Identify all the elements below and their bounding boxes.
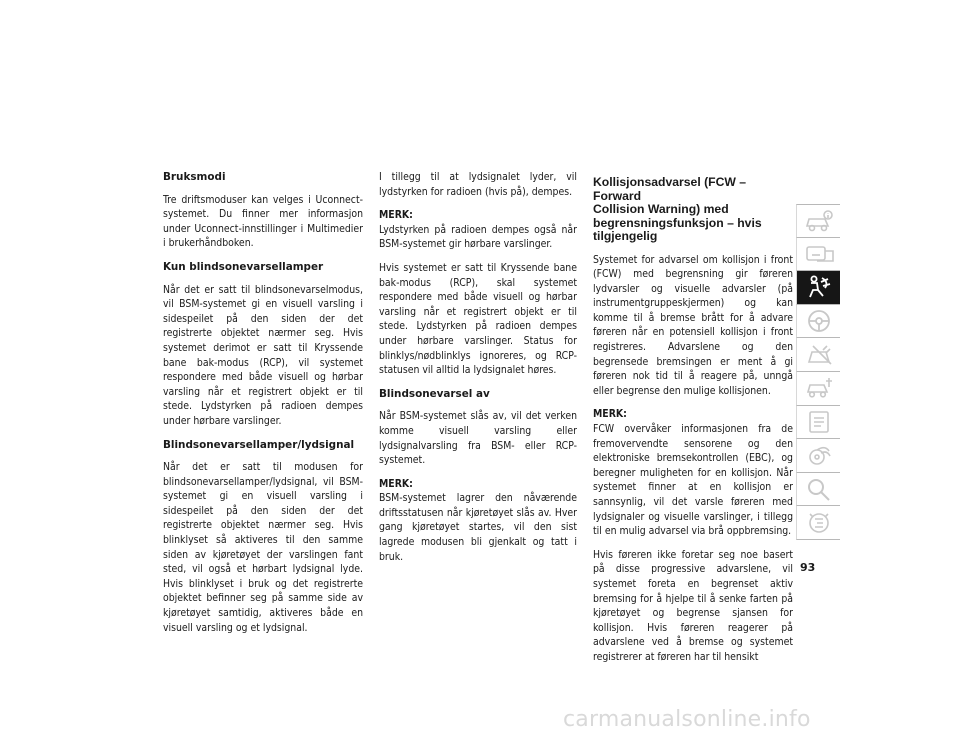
- tab-safety[interactable]: [796, 271, 840, 305]
- section-title-line: begrensningsfunksjon – hvis tilgjengelig: [593, 215, 762, 243]
- multimedia-icon: [803, 442, 835, 468]
- note-label: MERK:: [379, 209, 413, 222]
- paragraph-kun-blindsonevarsellamper: Når det er satt til blindsonevarselmodus, vil BSM-systemet gi en visuell varsling i sidespeilet på den siden der det registrerte objektet nærmer seg. Hvis systemet derimot er satt til Kryssende bane bak-modus (RCP), vil systemet respondere med både visuell og hørbar varsling når et registrert objekt er til stede. Lydstyrken på radioen dempes under hørbare varslinger.: [163, 283, 363, 427]
- heading-bruksmodi: Bruksmodi: [163, 171, 226, 183]
- paragraph-blindsonevarsel-av: Når BSM-systemet slås av, vil det verken komme visuell varsling eller lydsignalvarsling fra BSM- eller RCP-systemet.: [379, 410, 577, 467]
- language-icon: [803, 510, 835, 536]
- car-info-icon: [803, 208, 835, 234]
- note-text: Lydstyrken på radioen dempes også når BSM-systemet gir hørbare varslinger.: [379, 223, 577, 251]
- paragraph-intro: I tillegg til at lydsignalet lyder, vil lydstyrken for radioen (hvis på), dempes.: [379, 171, 577, 198]
- dashboard-warning-icon: [803, 241, 835, 267]
- heading-kun-blindsonevarsellamper: Kun blindsonevarsellamper: [163, 260, 324, 273]
- steering-wheel-icon: [803, 308, 835, 334]
- safety-airbag-icon: [803, 274, 835, 300]
- paragraph-fcw: Systemet for advarsel om kollisjon i front (FCW) med begrensning gir føreren lydvarsler og visuelle advarsler (på instrumentgruppeskjermen) og kan komme til å bremse brått for å advare føreren når en potensiell kollisjon i front registreres. Advarslene og den begrensede bremsingen er ment å gi føreren nok tid til å reagere på, unngå eller begrense den mulige kollisjonen.: [593, 253, 793, 397]
- tab-language[interactable]: [796, 506, 840, 540]
- text-column-1: [163, 170, 363, 644]
- specifications-icon: [803, 409, 835, 435]
- tab-service[interactable]: [796, 372, 840, 406]
- section-title-line: Kollisjonsadvarsel (FCW – Forward: [593, 175, 747, 203]
- watermark: carmanualsonline.info: [563, 707, 811, 732]
- tab-specifications[interactable]: [796, 406, 840, 440]
- paragraph-blindsonevarsellamper-lydsignal: Når det er satt til modusen for blindsonevarsellamper/lydsignal, vil BSM-systemet gi en visuell varsling i sidespeilet på den siden der det registrerte objektet nærmer seg. Hvis blinklyset så aktiveres til den samme siden av kjøretøyet der varslingen fant sted, vil også et hørbart lydsignal lyde. Hvis blinklyset i bruk og det registrerte objektet befinner seg på samme side av kjøretøyet samtidig, aktiveres både en visuell varsling og et lydsignal.: [163, 461, 363, 634]
- note-1: [379, 208, 577, 252]
- note-text: BSM-systemet lagrer den nåværende driftsstatusen når kjøretøyet slås av. Hver gang kjøretøyet startes, vil den sist lagrede modusen bli gjenkalt og tatt i bruk.: [379, 492, 577, 563]
- heading-blindsonevarsel-av: Blindsonevarsel av: [379, 387, 490, 400]
- note-label: MERK:: [379, 477, 413, 490]
- tab-index[interactable]: [796, 473, 840, 507]
- tab-steering[interactable]: [796, 305, 840, 339]
- paragraph-bruksmodi: Tre driftsmoduser kan velges i Uconnect-systemet. Du finner mer informasjon under Uconnect-innstillinger i Multimedier i brukerhåndboken.: [163, 193, 363, 250]
- page-number: 93: [800, 561, 816, 574]
- tab-roadside[interactable]: [796, 338, 840, 372]
- note-2: [379, 477, 577, 565]
- section-title-fcw: [593, 176, 793, 244]
- text-column-3: [593, 176, 793, 674]
- section-title-line: Collision Warning) med: [593, 202, 729, 216]
- paragraph-fcw-continued: Hvis føreren ikke foretar seg noe basert på disse progressive advarslene, vil systemet foreta en begrenset aktiv bremsing for å hjelpe til å senke farten på kjøretøyet og begrense sjansen for kollisjon. Hvis føreren reagerer på advarslene ved å bremse og systemet registrerer at føreren har til hensikt: [593, 548, 793, 663]
- heading-blindsonevarsellamper-lydsignal: Blindsonevarsellamper/lydsignal: [163, 438, 355, 451]
- tab-multimedia[interactable]: [796, 439, 840, 473]
- text-column-2: [379, 170, 577, 573]
- paragraph-rcp: Hvis systemet er satt til Kryssende bane bak-modus (RCP), skal systemet respondere med både visuell og hørbar varsling når et registrert objekt er til stede. Lydstyrken på radioen dempes under hørbare varslinger. Status for blinklys/nødblinklys ignoreres, og RCP-statusen vil alltid la lydsignalet høres.: [379, 261, 577, 377]
- roadside-emergency-icon: [803, 342, 835, 368]
- note-fcw: [593, 407, 793, 538]
- tab-dashboard-warning[interactable]: [796, 238, 840, 272]
- car-service-icon: [803, 375, 835, 401]
- note-label: MERK:: [593, 408, 627, 421]
- chapter-tabs: [796, 204, 840, 540]
- index-search-icon: [803, 476, 835, 502]
- note-text: FCW overvåker informasjonen fra de fremovervendte sensorene og den elektroniske bremsekontrollen (EBC), og beregner muligheten for en kollisjon. Når systemet finner at en kollisjon er sannsynlig, vil det varsle føreren med lydsignaler og visuelle varslinger, i tillegg til en mulig advarsel via brå oppbremsing.: [593, 423, 793, 538]
- tab-car-info[interactable]: [796, 204, 840, 238]
